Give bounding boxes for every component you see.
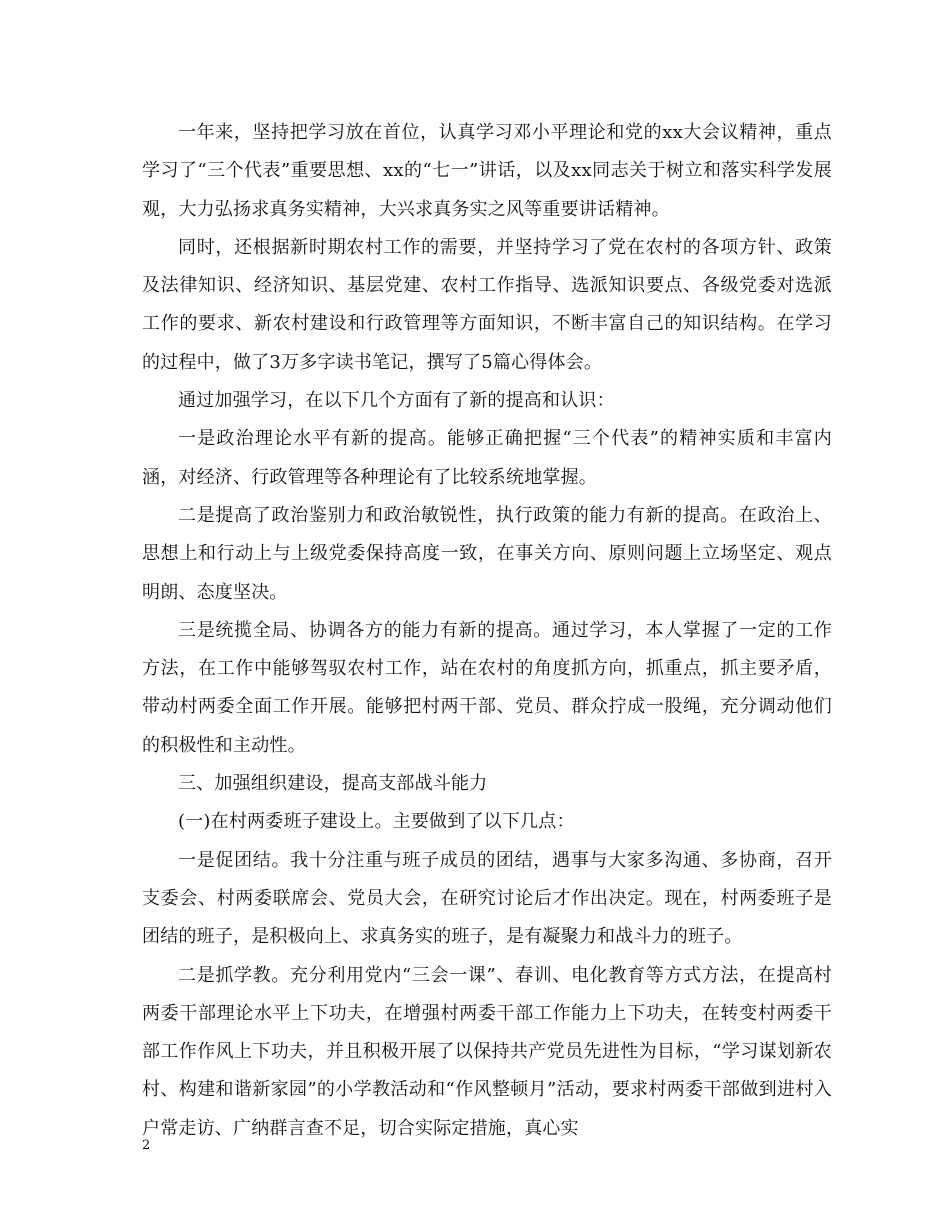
- paragraph-unity: 一是促团结。我十分注重与班子成员的团结，遇事与大家多沟通、多协商，召开支委会、村两委联席会、党员大会，在研究讨论后才作出决定。现在，村两委班子是团结的班子，是积极向上、求真务实的班子，是有凝聚力和战斗力的班子。: [142, 849, 832, 948]
- paragraph-political-theory: 一是政治理论水平有新的提高。能够正确把握“三个代表”的精神实质和丰富内涵，对经济、行政管理等各种理论有了比较系统地掌握。: [142, 428, 832, 488]
- paragraph-coordination-ability: 三是统揽全局、协调各方的能力有新的提高。通过学习，本人掌握了一定的工作方法，在工作中能够驾驭农村工作，站在农村的角度抓方向，抓重点，抓主要矛盾，带动村两委全面工作开展。能够把村两干部、党员、群众拧成一股绳，充分调动他们的积极性和主动性。: [142, 619, 832, 756]
- paragraph-rural-knowledge: 同时，还根据新时期农村工作的需要，并坚持学习了党在农村的各项方针、政策及法律知识、经济知识、基层党建、农村工作指导、选派知识要点、各级党委对选派工作的要求、新农村建设和行政管理等方面知识，不断丰富自己的知识结构。在学习的过程中，做了3万多字读书笔记，撰写了5篇心得体会。: [142, 236, 832, 373]
- document-body: [142, 114, 832, 1148]
- paragraph-political-discernment: 二是提高了政治鉴别力和政治敏锐性，执行政策的能力有新的提高。在政治上、思想上和行动上与上级党委保持高度一致，在事关方向、原则问题上立场坚定、观点明朗、态度坚决。: [142, 504, 832, 603]
- subsection-heading-committee: (一)在村两委班子建设上。主要做到了以下几点：: [178, 811, 575, 833]
- paragraph-education: 二是抓学教。充分利用党内“三会一课”、春训、电化教育等方式方法，在提高村两委干部理论水平上下功夫，在增强村两委干部工作能力上下功夫，在转变村两委干部工作作风上下功夫，并且积极开展了以保持共产党员先进性为目标，“学习谋划新农村、构建和谐新家园”的小学教活动和“作风整顿月”活动，要求村两委干部做到进村入户常走访、广纳群言查不足，切合实际定措施，真心实: [142, 964, 832, 1139]
- section-heading-organization: 三、加强组织建设，提高支部战斗能力: [178, 773, 488, 795]
- paragraph-improvements-intro: 通过加强学习，在以下几个方面有了新的提高和认识：: [178, 390, 615, 412]
- paragraph-study-priority: 一年来，坚持把学习放在首位，认真学习邓小平理论和党的xx大会议精神，重点学习了“三个代表”重要思想、xx的“七一”讲话，以及xx同志关于树立和落实科学发展观，大力弘扬求真务实精神，大兴求真务实之风等重要讲话精神。: [142, 122, 832, 220]
- page-number: 2: [142, 1138, 151, 1153]
